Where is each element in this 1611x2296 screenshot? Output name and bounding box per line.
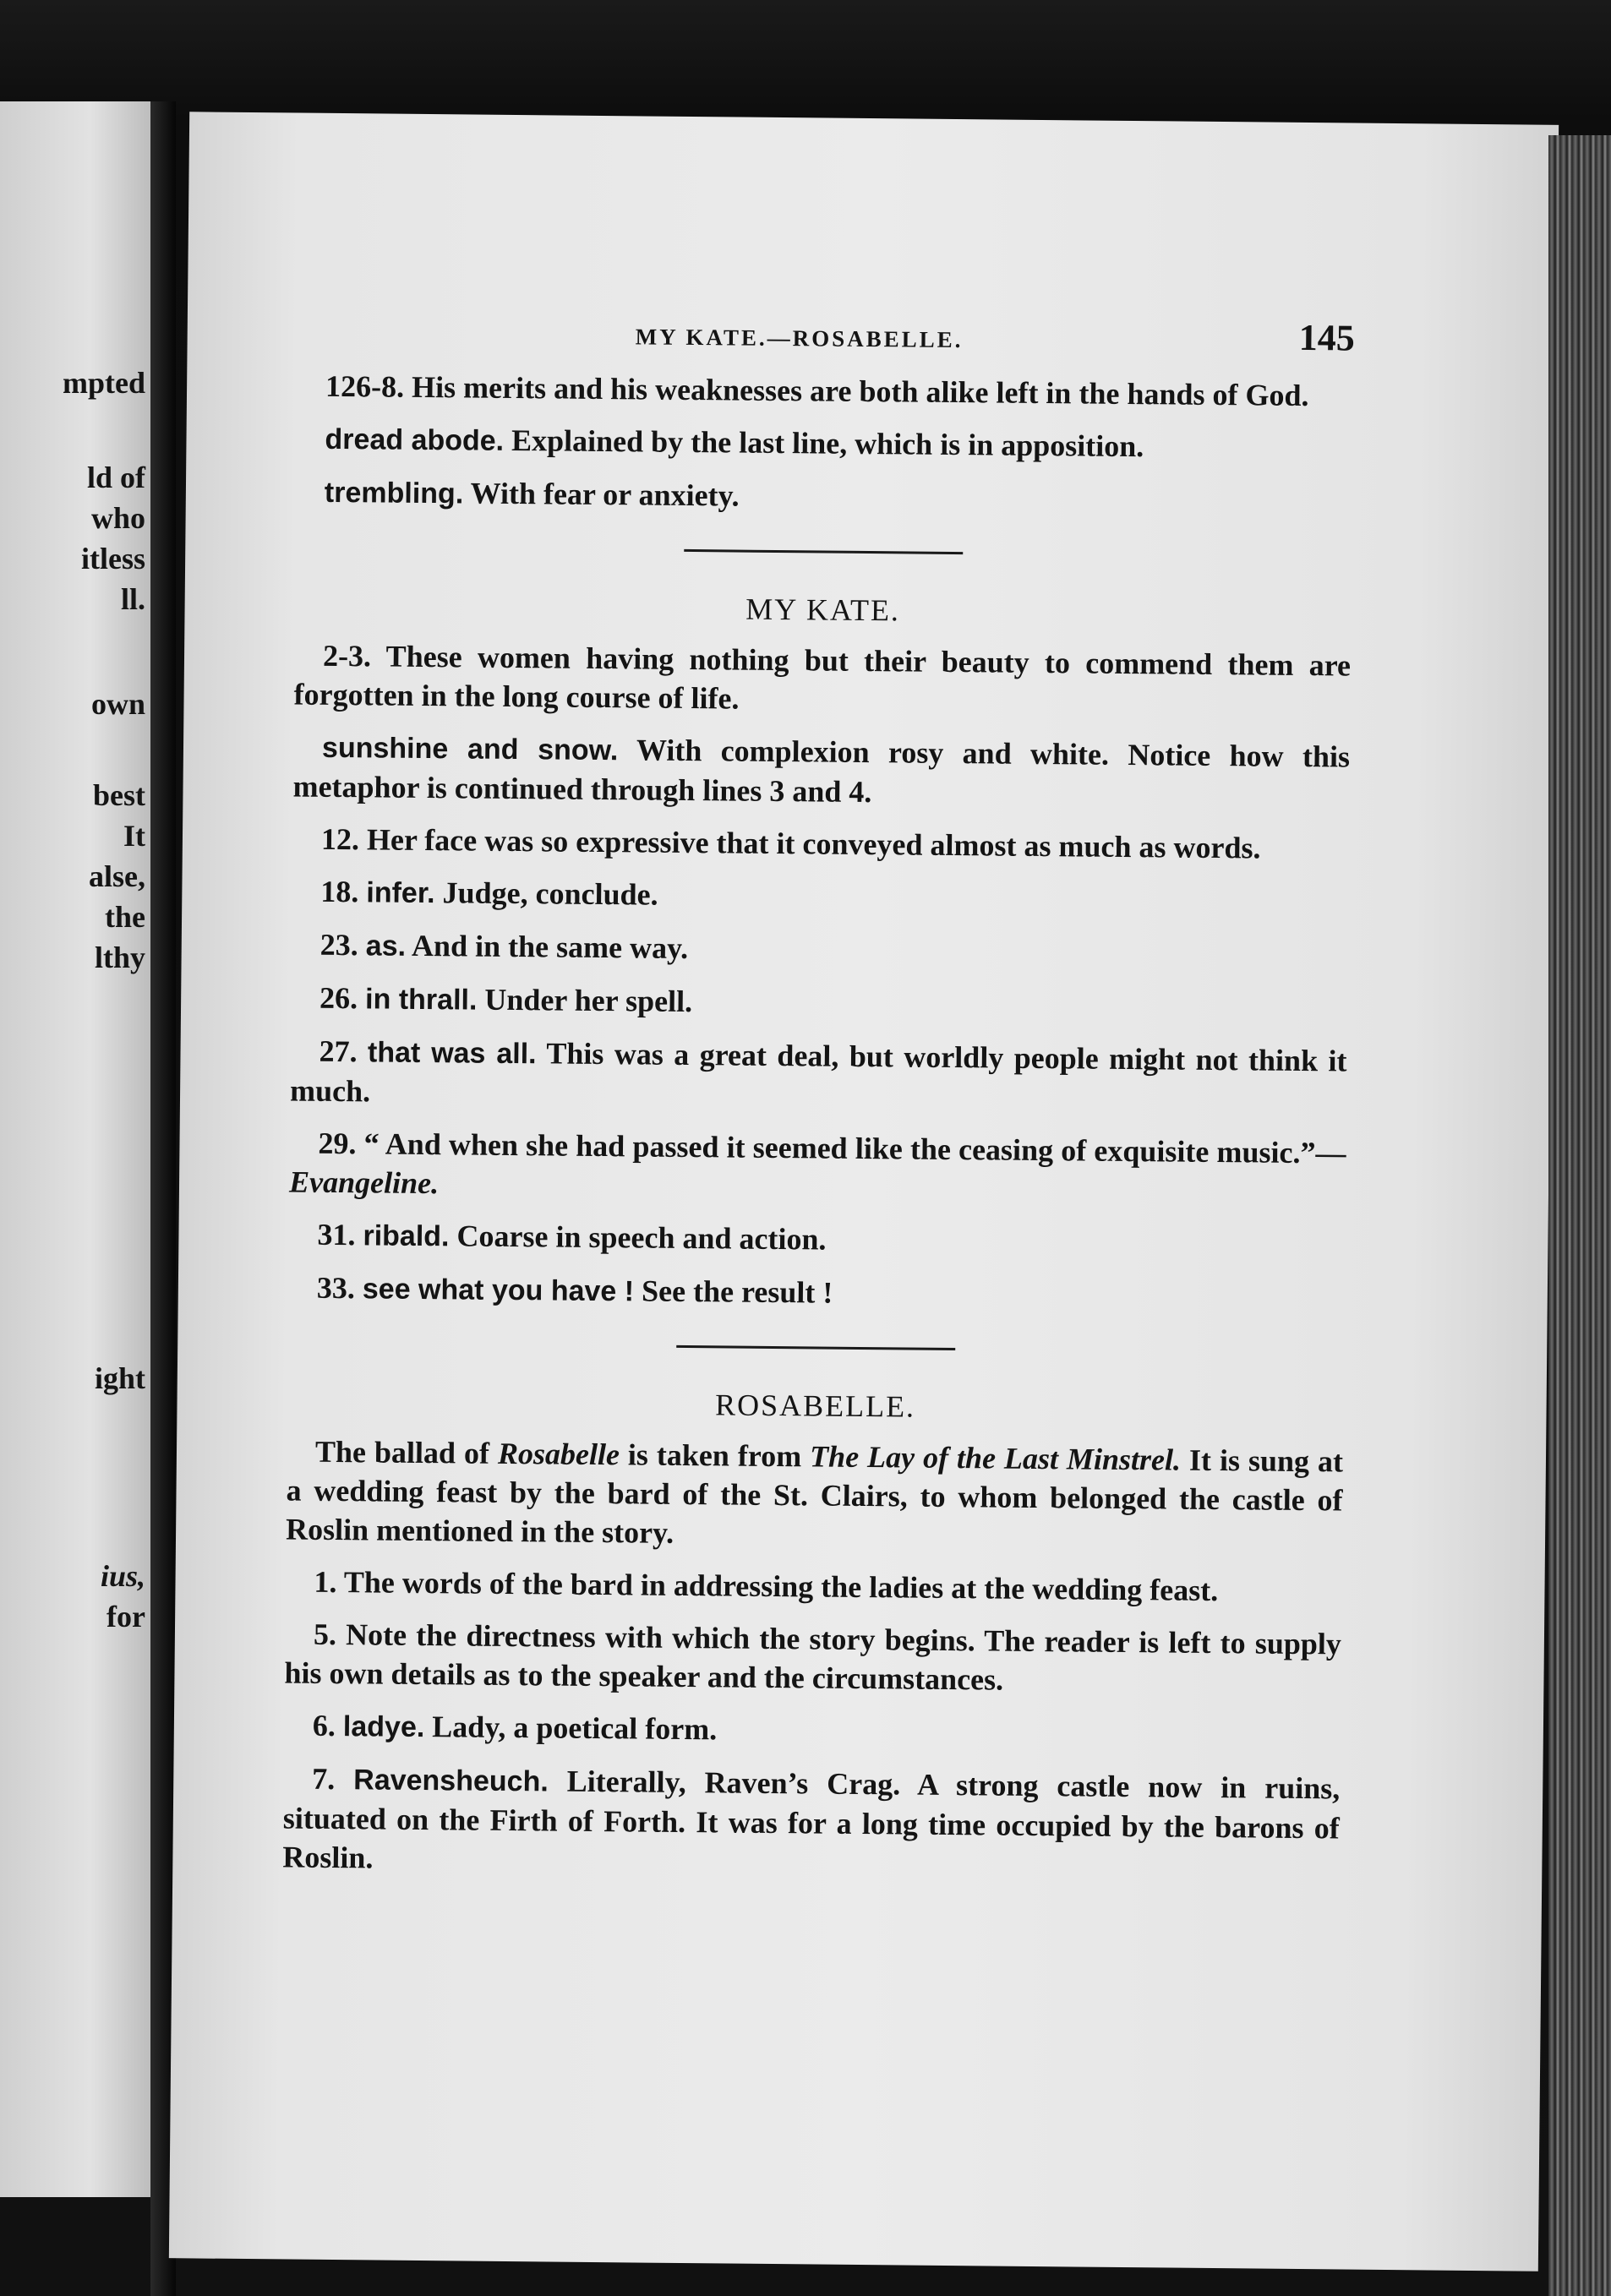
page-body xyxy=(282,367,1353,1901)
note-paragraph xyxy=(291,978,1347,1028)
note-line-number: 26. xyxy=(319,980,358,1016)
note-line-number: 6. xyxy=(312,1708,336,1743)
note-paragraph xyxy=(290,1031,1347,1120)
note-line-number: 27. xyxy=(319,1033,358,1069)
poem-title: Rosabelle xyxy=(497,1436,620,1472)
note-text: His merits and his weaknesses are both alike left in the hands of God. xyxy=(403,369,1309,413)
note-term: Ravensheuch. xyxy=(353,1764,549,1798)
left-page-line: mpted xyxy=(63,366,145,400)
note-term: sunshine and snow. xyxy=(321,731,619,767)
left-page-line: the xyxy=(105,900,145,934)
note-paragraph xyxy=(297,367,1353,416)
left-page-line: ld of xyxy=(86,461,145,494)
rosabelle-intro-paragraph xyxy=(286,1432,1343,1558)
note-text: This was a great deal, but worldly people might not think it much. xyxy=(289,1036,1347,1109)
note-term: trembling. xyxy=(324,476,464,510)
note-term: that was all. xyxy=(367,1036,537,1071)
note-paragraph xyxy=(296,419,1352,469)
note-paragraph xyxy=(292,819,1349,868)
running-head: MY KATE.—ROSABELLE. xyxy=(635,324,964,353)
note-paragraph xyxy=(284,1614,1341,1702)
note-text: Her face was so expressive that it conveyed almost as much as words. xyxy=(358,822,1261,865)
note-line-number: 126-8. xyxy=(325,368,405,404)
left-page-line: ight xyxy=(94,1361,145,1395)
note-text: “ And when she had passed it seemed like the ceasing of exquisite music.”— xyxy=(356,1126,1346,1170)
note-line-number: 33. xyxy=(316,1270,356,1306)
note-line-number: 7. xyxy=(312,1761,336,1797)
left-page-line: for xyxy=(106,1600,145,1633)
note-source-title: Evangeline. xyxy=(288,1164,440,1201)
note-line-number: 5. xyxy=(313,1617,337,1652)
left-page-line: best xyxy=(93,778,145,812)
left-page-line: who xyxy=(90,501,145,535)
book-page xyxy=(169,112,1559,2271)
section-title-rosabelle: ROSABELLE. xyxy=(714,1388,916,1424)
book-title: The Lay of the Last Minstrel. xyxy=(809,1439,1182,1477)
note-text: Under her spell. xyxy=(477,982,693,1019)
section-title-my-kate: MY KATE. xyxy=(745,592,901,628)
left-page-line: ius, xyxy=(100,1559,145,1593)
note-paragraph xyxy=(285,1562,1341,1611)
note-term: as. xyxy=(365,930,407,963)
note-paragraph xyxy=(296,472,1352,522)
note-line-number: 31. xyxy=(317,1217,356,1252)
note-paragraph xyxy=(292,924,1348,974)
note-text: Lady, a poetical form. xyxy=(424,1710,718,1747)
note-text: Judge, conclude. xyxy=(434,875,658,912)
page-number: 145 xyxy=(1298,316,1355,359)
note-text: Note the directness with which the story begins. The reader is left to supply his own details as to the speaker and the circumstances. xyxy=(284,1617,1342,1697)
note-term: dread abode. xyxy=(325,423,505,457)
note-line-number: 18. xyxy=(320,874,359,909)
note-text: See the result ! xyxy=(633,1273,833,1310)
left-page-line: lthy xyxy=(94,941,145,974)
note-term: in thrall. xyxy=(364,983,478,1017)
note-text: And in the same way. xyxy=(405,928,689,965)
intro-text: is taken from xyxy=(619,1437,811,1474)
section-divider xyxy=(676,1345,955,1350)
note-paragraph xyxy=(288,1214,1345,1264)
note-paragraph xyxy=(292,727,1350,815)
note-line-number: 12. xyxy=(320,821,360,857)
note-line-number: 29. xyxy=(318,1126,357,1161)
left-page-line: alse, xyxy=(89,859,145,893)
note-paragraph xyxy=(293,636,1351,724)
note-text: These women having nothing but their beauty to commend them are forgotten in the long course of life. xyxy=(293,639,1352,716)
note-text: Literally, Raven’s Crag. A strong castle now in ruins, situated on the Firth of Forth. It was for a long time occupied by the barons of Roslin. xyxy=(282,1764,1341,1875)
note-text: Explained by the last line, which is in apposition. xyxy=(503,423,1144,464)
note-text: With fear or anxiety. xyxy=(463,476,740,513)
note-term: ribald. xyxy=(363,1219,450,1253)
note-line-number: 1. xyxy=(314,1564,337,1600)
note-line-number: 23. xyxy=(319,927,358,963)
note-term: ladye. xyxy=(342,1710,425,1744)
note-paragraph xyxy=(284,1705,1341,1755)
note-text: With complexion rosy and white. Notice how this metaphor is continued through lines 3 and 4. xyxy=(292,733,1351,810)
page-edges xyxy=(1548,135,1611,2296)
note-paragraph xyxy=(289,1123,1346,1211)
note-term: infer. xyxy=(366,876,435,910)
note-text: The words of the bard in addressing the ladies at the wedding feast. xyxy=(336,1565,1219,1608)
intro-text: The ballad of xyxy=(314,1434,499,1470)
left-page-line: It xyxy=(123,819,145,853)
section-divider xyxy=(684,549,963,554)
left-page-line: own xyxy=(90,687,145,721)
note-paragraph xyxy=(292,871,1348,921)
note-paragraph xyxy=(288,1268,1345,1317)
note-paragraph xyxy=(282,1759,1340,1886)
previous-page-fragment xyxy=(0,101,150,2197)
note-line-number: 2-3. xyxy=(322,638,372,674)
left-page-line: itless xyxy=(81,542,145,575)
note-text: Coarse in speech and action. xyxy=(449,1219,827,1257)
note-term: see what you have ! xyxy=(362,1273,635,1308)
left-page-line: ll. xyxy=(120,582,145,616)
intro-text: It is sung at a wedding feast by the bard of the St. Clairs, to whom belonged the castle of Roslin mentioned in the story. xyxy=(285,1442,1344,1550)
